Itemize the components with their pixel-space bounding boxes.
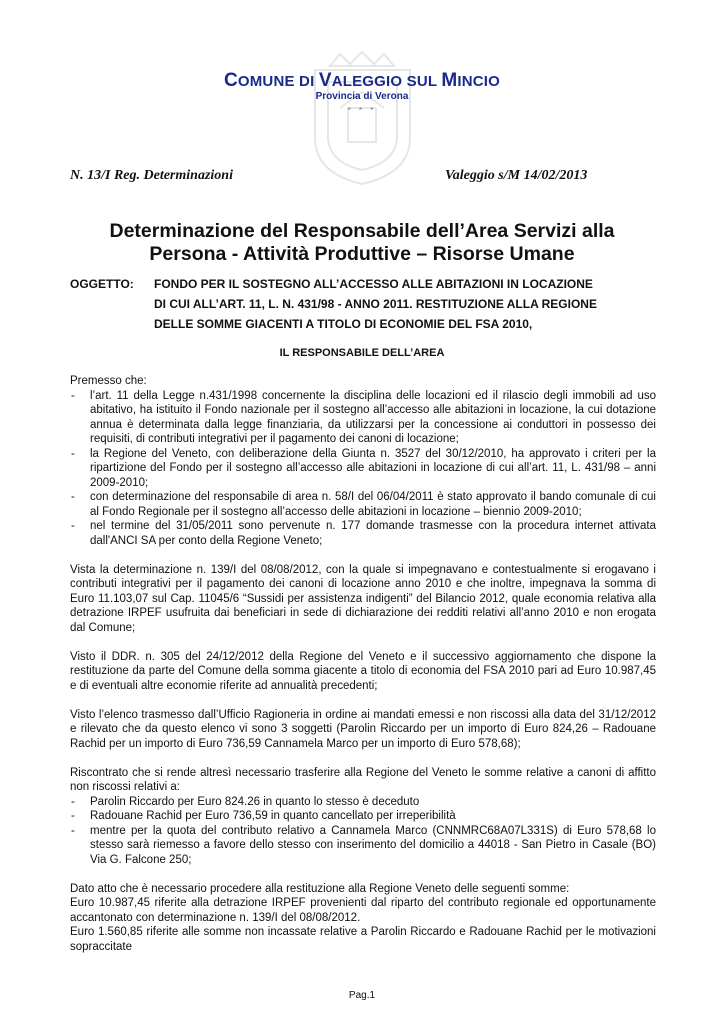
registry-number: N. 13/I Reg. Determinazioni — [70, 168, 233, 183]
paragraph-dato-atto: Dato atto che è necessario procedere alla restituzione alla Regione Veneto delle seguenti somme: — [70, 882, 570, 895]
list-item: - con determinazione del responsabile di area n. 58/I del 06/04/2011 è stato approvato il bando comunale di cui al Fondo Regionale per il sostegno all’accesso delle abitazioni in locazione – biennio 2009-2010; — [70, 490, 656, 519]
title-line-2: Persona - Attività Produttive – Risorse Umane — [149, 243, 575, 265]
paragraph-riscontrato: Riscontrato che si rende altresì necessario trasferire alla Regione del Veneto le somme relative a canoni di affitto non riscossi relativi a: — [70, 766, 656, 793]
paragraph-euro-2: Euro 1.560,85 riferite alle somme non incassate relative a Parolin Riccardo e Radouane Rachid per le motivazioni sopraccitate — [70, 926, 656, 953]
list-item: - Radouane Rachid per Euro 736,59 in quanto cancellato per irreperibilità — [70, 809, 656, 824]
list-item: - nel termine del 31/05/2011 sono pervenute n. 177 domande trasmesse con la procedura internet attivata dall'ANCI SA per conto della Regione Veneto; — [70, 519, 656, 548]
premesso-intro: Premesso che: — [70, 375, 147, 387]
subject-line-2: DI CUI ALL’ART. 11, L. N. 431/98 - ANNO 2011. RESTITUZIONE ALLA REGIONE — [154, 297, 597, 311]
subject-label: OGGETTO: — [70, 277, 134, 291]
place-date: Valeggio s/M 14/02/2013 — [445, 168, 588, 183]
riscontrato-list — [70, 795, 656, 868]
paragraph-visto-ddr: Visto il DDR. n. 305 del 24/12/2012 della Regione del Veneto e il successivo aggiornamento che dispone la restituzione da parte del Comune della somma giacente a titolo di economia del FSA 2010 pari ad Euro 10.987,45 e di eventuali altre economie riferite ad annualità precedenti; — [70, 650, 656, 692]
list-item: - la Regione del Veneto, con deliberazione della Giunta n. 3527 del 30/12/2010, ha approvato i criteri per la ripartizione del Fondo per il sostegno all’accesso alle abitazioni in locazione di cui all’art. 11, L. 431/98 – anni 2009-2010; — [70, 447, 656, 491]
document-title — [60, 220, 664, 266]
paragraph-visto-elenco: Visto l’elenco trasmesso dall’Ufficio Ragioneria in ordine ai mandati emessi e non riscossi alla data del 31/12/2012 e rilevato che da questo elenco vi sono 3 soggetti (Parolin Riccardo per un importo di Euro 824,26 – Radouane Rachid per un importo di Euro 736,59 Cannamela Marco per un importo di Euro 578,68); — [70, 708, 656, 750]
paragraph-euro-1: Euro 10.987,45 riferite alla detrazione IRPEF provenienti dal riparto del contributo regionale ed opportunamente accantonato con determinazione n. 139/I del 08/08/2012. — [70, 897, 656, 924]
paragraph-vista: Vista la determinazione n. 139/I del 08/08/2012, con la quale si impegnavano e contestualmente si erogavano i contributi integrativi per il pagamento dei canoni di locazione anno 2010 e che inoltre, impegnava la somma di Euro 11.103,07 sul Cap. 11045/6 “Sussidi per assistenza indigenti” del Bilancio 2012, quale economia relativa alla detrazione IRPEF usufruita dai beneficiari in sede di dichiarazione dei redditi relativi all’anno 2010 e non erogata dal Comune; — [70, 563, 656, 634]
subject-line-1: FONDO PER IL SOSTEGNO ALL’ACCESSO ALLE ABITAZIONI IN LOCAZIONE — [154, 277, 593, 291]
list-item: - mentre per la quota del contributo relativo a Cannamela Marco (CNNMRC68A07L331S) di Euro 578,68 lo stesso sarà riemesso a favore dello stesso con inserimento del domicilio a 44018 - San Pietro in Casale (BO) Via G. Falcone 250; — [70, 824, 656, 868]
list-item: - l’art. 11 della Legge n.431/1998 concernente la disciplina delle locazioni ed il rilascio degli immobili ad uso abitativo, ha istituito il Fondo nazionale per il sostegno all’accesso alle abitazioni in locazione, la cui dotazione annua è determinata dalla legge finanziaria, da utilizzarsi per la concessione ai conduttori in possesso dei requisiti, di contributi integrativi per il pagamento dei canoni di locazione; — [70, 389, 656, 447]
title-line-1: Determinazione del Responsabile dell’Area Servizi alla — [109, 220, 615, 242]
list-item: - Parolin Riccardo per Euro 824.26 in quanto lo stesso è deceduto — [70, 795, 656, 810]
section-heading: IL RESPONSABILE DELL’AREA — [279, 347, 445, 359]
subject-text — [154, 274, 660, 334]
coat-of-arms-watermark — [270, 48, 455, 188]
premesso-list — [70, 389, 656, 549]
header-stars: * * * — [347, 106, 377, 115]
document-body — [70, 374, 656, 954]
page-number: Pag.1 — [348, 990, 376, 1001]
municipality-title: COMUNE DI VALEGGIO SUL MINCIO — [223, 70, 501, 91]
subject-line-3: DELLE SOMME GIACENTI A TITOLO DI ECONOMIE DEL FSA 2010, — [154, 317, 533, 331]
province-subtitle: Provincia di Verona — [315, 91, 409, 102]
